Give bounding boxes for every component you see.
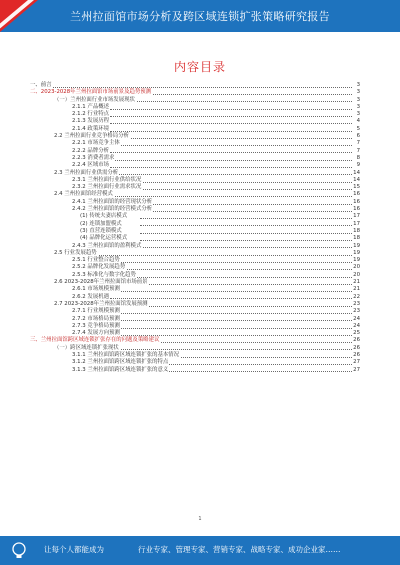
- lightbulb-icon: [8, 540, 30, 562]
- toc-entry-page: 19: [353, 249, 360, 256]
- toc-entry-title: 三、兰州拉面馆跨区域连锁扩张存在的问题及策略建议: [30, 337, 160, 344]
- toc-leader-dots: [110, 160, 352, 161]
- toc-leader-dots: [44, 87, 352, 88]
- toc-leader-dots: [110, 298, 352, 299]
- toc-entry-title: （一）兰州拉面行业市场发展现状: [54, 96, 135, 103]
- toc-entry-page: 23: [353, 308, 360, 315]
- toc-entry-title: 2.4 兰州拉面馆经营模式: [54, 191, 113, 198]
- toc-entry-page: 16: [353, 198, 360, 205]
- toc-entry-title: 2.5.3 标准化与数字化趋势: [72, 271, 136, 278]
- toc-entry-page: 16: [353, 191, 360, 198]
- toc-leader-dots: [110, 247, 352, 248]
- toc-entry[interactable]: [30, 323, 360, 330]
- toc-entry-title: 2.6.1 市场规模预测: [72, 286, 120, 293]
- toc-leader-dots: [110, 131, 352, 132]
- header-red-accent: [0, 0, 38, 32]
- toc-heading: 内容目录: [173, 60, 226, 74]
- toc-entry-title: 3.1.1 兰州拉面馆跨区域连锁扩张的基本情况: [72, 351, 180, 358]
- toc-entry-page: 26: [353, 337, 360, 344]
- toc-entry-title: 2.2.4 区域市场: [72, 162, 109, 169]
- footer-slogan: 让每个人都能成为: [44, 545, 104, 554]
- toc-entry-title: （一）跨区域连锁扩张现状: [54, 344, 119, 351]
- toc-entry-page: 23: [353, 300, 360, 307]
- toc-leader-dots: [110, 277, 352, 278]
- toc-entry-title: 2.2.3 消费者需求: [72, 154, 115, 161]
- toc-entry[interactable]: [30, 89, 360, 96]
- toc-entry-title: 2.7 2023-2028年兰州拉面馆发展预测: [54, 300, 148, 307]
- toc-entry-page: 7: [352, 140, 360, 147]
- toc-entry-page: 3: [352, 97, 360, 104]
- toc-entry-page: 3: [352, 104, 360, 111]
- toc-leader-dots: [110, 167, 352, 168]
- toc-entry-page: 18: [353, 235, 360, 242]
- toc-entry[interactable]: [30, 308, 360, 315]
- toc-entry[interactable]: [30, 191, 360, 198]
- toc-entry-title: (1) 传统夫妻店模式: [80, 213, 128, 220]
- toc-entry-title: 2.5.2 品牌化发展趋势: [72, 264, 126, 271]
- toc-entry-page: 26: [353, 351, 360, 358]
- toc-leader-dots: [110, 291, 352, 292]
- toc-entry[interactable]: [30, 243, 360, 250]
- toc-entry-page: 22: [353, 293, 360, 300]
- footer-expert-list: 行业专家、管理专家、营销专家、战略专家、成功企业家……: [138, 545, 341, 554]
- toc-entry-title: 3.1.3 兰州拉面馆跨区域连锁扩张的意义: [72, 366, 169, 373]
- toc-entry-page: 19: [353, 257, 360, 264]
- toc-entry-page: 20: [353, 271, 360, 278]
- toc-entry-page: 18: [353, 227, 360, 234]
- toc-entry-title: 2.1.3 发展历程: [72, 118, 109, 125]
- toc-leader-dots: [110, 313, 352, 314]
- toc-entry-page: 25: [353, 330, 360, 337]
- toc-entry-title: 2.5.1 行业整合趋势: [72, 257, 120, 264]
- toc-entry-title: 2.2 兰州拉面行业竞争格局分析: [54, 133, 129, 140]
- toc-leader-dots: [110, 262, 352, 263]
- table-of-contents: [30, 82, 360, 374]
- toc-entry-title: 2.2.2 品牌分析: [72, 147, 109, 154]
- toc-leader-dots: [140, 218, 352, 219]
- toc-entry[interactable]: [30, 126, 360, 133]
- toc-entry[interactable]: [30, 162, 360, 169]
- toc-entry[interactable]: [30, 221, 360, 228]
- toc-entry-title: 2.5 行业发展趋势: [54, 249, 97, 256]
- toc-entry[interactable]: [30, 148, 360, 155]
- page-header-banner: [0, 0, 400, 32]
- toc-leader-dots: [90, 196, 352, 197]
- toc-entry-title: 2.3 兰州拉面行业供需分析: [54, 169, 119, 176]
- toc-entry[interactable]: [30, 286, 360, 293]
- toc-entry-page: 27: [353, 359, 360, 366]
- toc-entry-title: 2.6 2023-2028年兰州拉面馆市场前景: [54, 279, 148, 286]
- toc-entry[interactable]: [30, 264, 360, 271]
- toc-entry-page: 19: [353, 242, 360, 249]
- toc-leader-dots: [110, 116, 352, 117]
- toc-entry-title: 3.1.2 兰州拉面馆跨区域连锁扩张的特点: [72, 359, 169, 366]
- toc-entry[interactable]: [30, 235, 360, 242]
- toc-entry-page: 8: [352, 155, 360, 162]
- toc-entry-page: 3: [352, 111, 360, 118]
- toc-entry[interactable]: [30, 272, 360, 279]
- toc-entry-title: 2.4.3 兰州拉面馆的盈利模式: [72, 242, 142, 249]
- toc-entry-page: 17: [353, 220, 360, 227]
- toc-entry-title: 2.7.3 竞争格局预测: [72, 322, 120, 329]
- toc-entry-title: 2.4.1 兰州拉面馆的经营现状分析: [72, 198, 153, 205]
- toc-entry-page: 16: [353, 206, 360, 213]
- toc-entry[interactable]: [30, 199, 360, 206]
- toc-leader-dots: [110, 269, 352, 270]
- toc-entry-title: 2.1.2 行业特点: [72, 111, 109, 118]
- toc-entry-title: 2.4.2 兰州拉面馆的经营模式分析: [72, 206, 153, 213]
- toc-leader-dots: [140, 233, 352, 234]
- toc-entry-title: 2.3.2 兰州拉面行业需求状况: [72, 184, 142, 191]
- toc-entry-title: 2.7.4 发展方向预测: [72, 330, 120, 337]
- toc-entry-page: 15: [353, 184, 360, 191]
- toc-leader-dots: [140, 225, 352, 226]
- toc-entry-page: 21: [353, 286, 360, 293]
- toc-leader-dots: [90, 255, 352, 256]
- toc-entry-page: 6: [352, 133, 360, 140]
- toc-leader-dots: [90, 174, 352, 175]
- toc-entry-title: 2.6.2 发展机遇: [72, 293, 109, 300]
- page-footer-banner: [0, 536, 400, 565]
- report-title: 兰州拉面馆市场分析及跨区域连锁扩张策略研究报告: [70, 10, 330, 23]
- toc-entry-title: (3) 直营连锁模式: [80, 227, 122, 234]
- toc-leader-dots: [110, 335, 352, 336]
- toc-entry-title: 2.1.1 产品概述: [72, 103, 109, 110]
- toc-leader-dots: [90, 349, 352, 350]
- toc-entry-title: 2.2.1 市场竞争主体: [72, 140, 120, 147]
- page-number: 1: [198, 516, 202, 522]
- toc-entry-page: 24: [353, 315, 360, 322]
- toc-entry-title: 2.7.2 市场格局预测: [72, 315, 120, 322]
- toc-entry-title: 2.7.1 行业规模预测: [72, 308, 120, 315]
- toc-entry-title: (2) 连锁加盟模式: [80, 220, 122, 227]
- toc-entry-page: 24: [353, 322, 360, 329]
- toc-entry-page: 9: [352, 162, 360, 169]
- toc-entry-title: (4) 品牌化运营模式: [80, 235, 128, 242]
- toc-leader-dots: [110, 182, 352, 183]
- toc-entry[interactable]: [30, 367, 360, 374]
- toc-entry[interactable]: [30, 170, 360, 177]
- toc-entry-page: 7: [352, 148, 360, 155]
- toc-entry-page: 17: [353, 213, 360, 220]
- toc-leader-dots: [110, 109, 352, 110]
- toc-entry-page: 20: [353, 264, 360, 271]
- toc-entry-page: 3: [352, 82, 360, 89]
- toc-leader-dots: [140, 240, 352, 241]
- toc-leader-dots: [110, 123, 352, 124]
- toc-entry-page: 27: [353, 366, 360, 373]
- toc-entry-page: 26: [353, 344, 360, 351]
- toc-entry-title: 二、2023-2028年兰州拉面馆市场前景及趋势预测: [30, 89, 152, 96]
- toc-leader-dots: [110, 152, 352, 153]
- toc-entry[interactable]: [30, 97, 360, 104]
- toc-entry[interactable]: [30, 337, 360, 344]
- toc-entry[interactable]: [30, 359, 360, 366]
- toc-entry-page: 21: [353, 279, 360, 286]
- toc-entry[interactable]: [30, 294, 360, 301]
- toc-entry-page: 3: [352, 89, 360, 96]
- toc-entry[interactable]: [30, 140, 360, 147]
- toc-entry[interactable]: [30, 213, 360, 220]
- toc-leader-dots: [110, 145, 352, 146]
- toc-leader-dots: [110, 320, 352, 321]
- toc-entry-page: 5: [352, 126, 360, 133]
- toc-entry[interactable]: [30, 316, 360, 323]
- toc-entry-page: 14: [353, 176, 360, 183]
- toc-entry-page: 14: [353, 169, 360, 176]
- toc-entry-title: 2.1.4 政策环境: [72, 125, 109, 132]
- toc-leader-dots: [110, 189, 352, 190]
- toc-entry[interactable]: [30, 118, 360, 125]
- toc-entry[interactable]: [30, 345, 360, 352]
- toc-entry-title: 2.3.1 兰州拉面行业供给状况: [72, 176, 142, 183]
- toc-entry-page: 4: [352, 118, 360, 125]
- toc-leader-dots: [110, 328, 352, 329]
- toc-entry-title: 一、前言: [30, 82, 52, 88]
